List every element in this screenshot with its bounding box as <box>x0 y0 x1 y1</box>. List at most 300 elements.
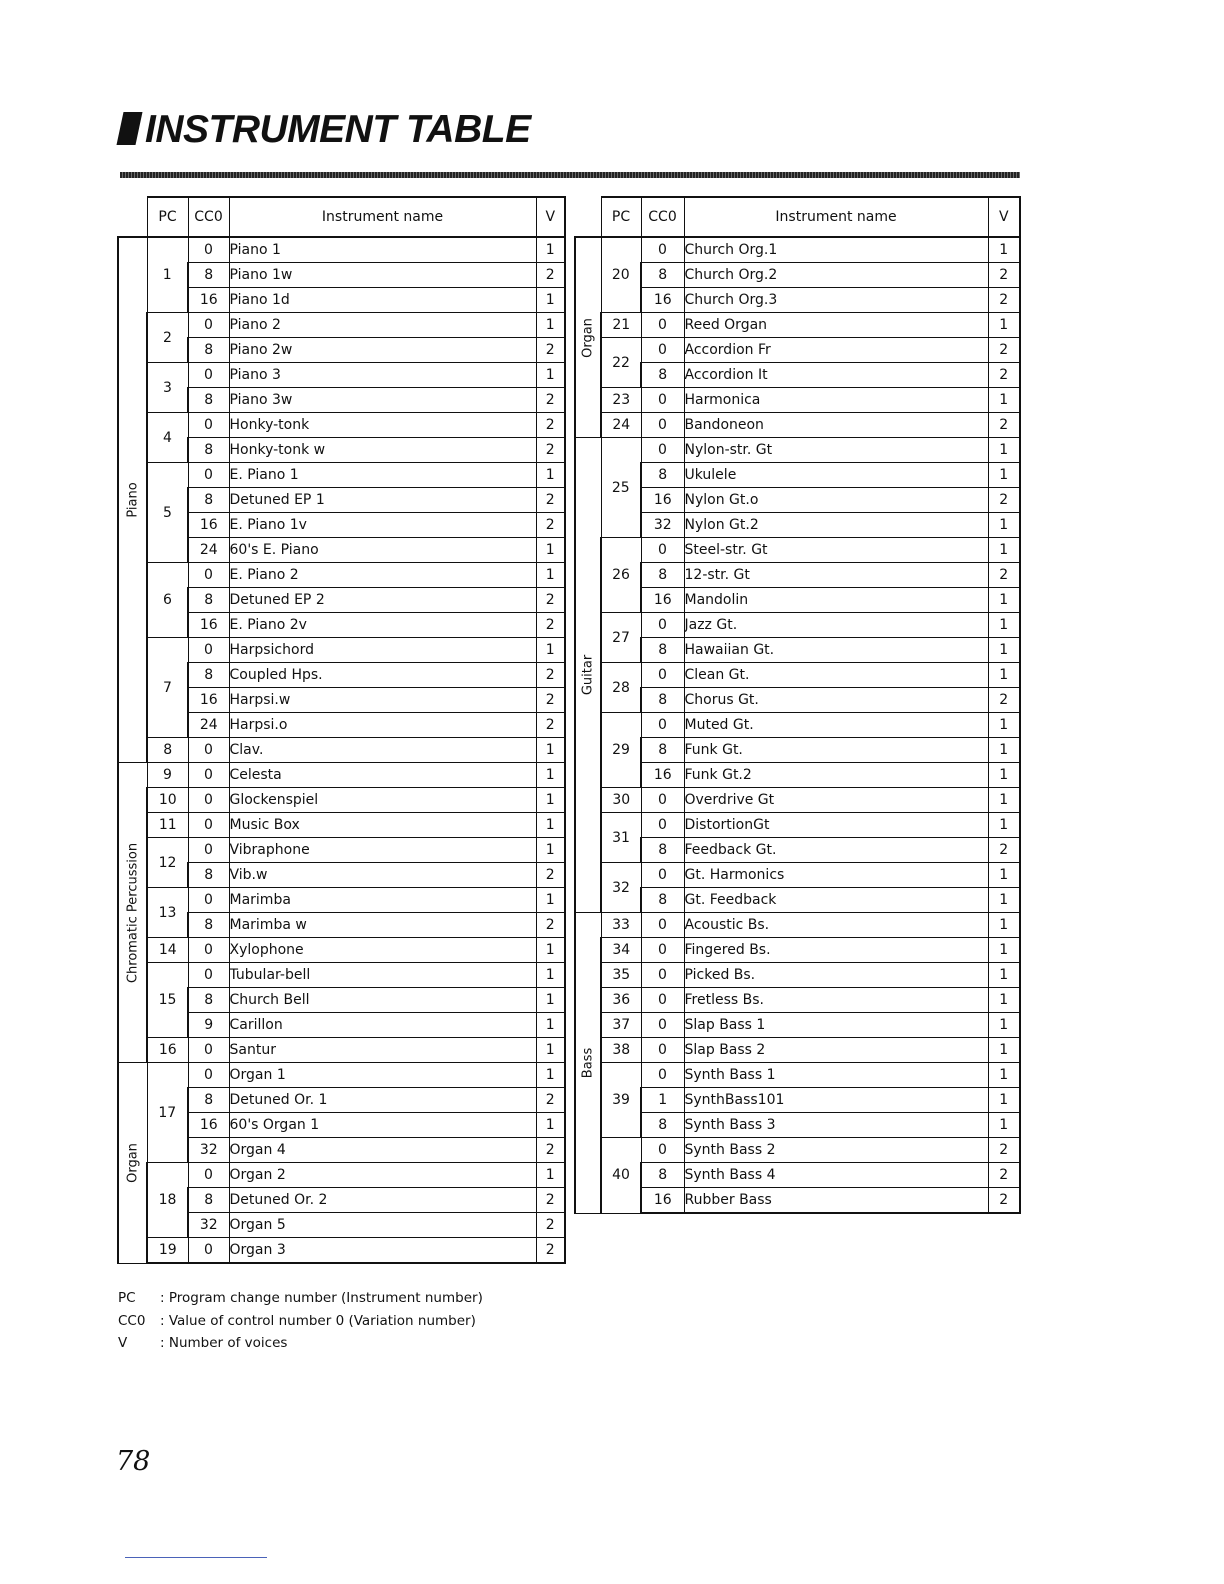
cc0-cell: 8 <box>188 988 229 1013</box>
cc0-cell: 9 <box>188 1013 229 1038</box>
pc-cell: 23 <box>601 388 641 413</box>
voices-cell: 1 <box>988 513 1020 538</box>
instrument-name-cell: Piano 2w <box>229 338 536 363</box>
voices-cell: 1 <box>536 888 565 913</box>
pc-cell: 1 <box>147 237 188 313</box>
voices-cell: 1 <box>988 313 1020 338</box>
voices-cell: 2 <box>536 713 565 738</box>
voices-cell: 1 <box>536 363 565 388</box>
cc0-cell: 0 <box>641 438 684 463</box>
v-header: V <box>988 197 1020 237</box>
instrument-name-cell: Piano 3w <box>229 388 536 413</box>
voices-cell: 2 <box>988 288 1020 313</box>
legend-key: V <box>118 1335 128 1351</box>
pc-cell: 40 <box>601 1138 641 1214</box>
instrument-name-cell: Organ 3 <box>229 1238 536 1264</box>
cc0-cell: 0 <box>188 838 229 863</box>
table-row <box>575 388 1020 413</box>
cc0-cell: 0 <box>188 888 229 913</box>
instrument-name-cell: Fretless Bs. <box>684 988 988 1013</box>
footer-link-line <box>125 1557 267 1558</box>
voices-cell: 2 <box>536 663 565 688</box>
instrument-name-cell: Honky-tonk w <box>229 438 536 463</box>
instrument-name-cell: Nylon Gt.o <box>684 488 988 513</box>
table-row <box>575 888 1020 913</box>
cc0-cell: 0 <box>188 313 229 338</box>
voices-cell: 1 <box>988 1038 1020 1063</box>
table-row <box>118 738 565 763</box>
group-header-cell <box>118 197 147 237</box>
voices-cell: 2 <box>536 388 565 413</box>
table-row <box>575 1063 1020 1088</box>
voices-cell: 2 <box>536 913 565 938</box>
cc0-cell: 8 <box>188 488 229 513</box>
cc0-cell: 8 <box>641 263 684 288</box>
pc-cell: 37 <box>601 1013 641 1038</box>
cc0-cell: 0 <box>188 1038 229 1063</box>
instrument-name-cell: Church Org.2 <box>684 263 988 288</box>
cc0-cell: 0 <box>641 863 684 888</box>
pc-cell: 38 <box>601 1038 641 1063</box>
voices-cell: 1 <box>536 963 565 988</box>
cc0-cell: 8 <box>641 463 684 488</box>
table-row <box>575 1188 1020 1214</box>
instrument-name-cell: 60's E. Piano <box>229 538 536 563</box>
table-row <box>575 963 1020 988</box>
group-cell-bass <box>575 913 601 1214</box>
voices-cell: 2 <box>988 1163 1020 1188</box>
voices-cell: 2 <box>988 413 1020 438</box>
cc0-cell: 16 <box>641 763 684 788</box>
instrument-name-cell: Slap Bass 1 <box>684 1013 988 1038</box>
voices-cell: 1 <box>536 763 565 788</box>
cc0-cell: 16 <box>188 1113 229 1138</box>
table-row <box>575 463 1020 488</box>
table-row <box>118 938 565 963</box>
voices-cell: 1 <box>988 613 1020 638</box>
cc0-cell: 0 <box>641 988 684 1013</box>
pc-cell: 30 <box>601 788 641 813</box>
voices-cell: 2 <box>988 563 1020 588</box>
group-cell-organ <box>118 1063 147 1264</box>
cc0-cell: 8 <box>188 263 229 288</box>
voices-cell: 2 <box>536 863 565 888</box>
voices-cell: 1 <box>988 538 1020 563</box>
instrument-name-cell: Detuned EP 2 <box>229 588 536 613</box>
voices-cell: 1 <box>988 1088 1020 1113</box>
group-label: Piano <box>125 482 140 518</box>
instrument-name-cell: Ukulele <box>684 463 988 488</box>
instrument-name-cell: Music Box <box>229 813 536 838</box>
cc0-cell: 8 <box>188 588 229 613</box>
voices-cell: 2 <box>536 488 565 513</box>
cc0-cell: 0 <box>641 1038 684 1063</box>
instrument-name-cell: Harmonica <box>684 388 988 413</box>
table-row <box>575 588 1020 613</box>
voices-cell: 1 <box>536 838 565 863</box>
cc0-cell: 16 <box>641 488 684 513</box>
pc-cell: 25 <box>601 438 641 538</box>
instrument-name-cell: Santur <box>229 1038 536 1063</box>
group-cell-organ <box>575 237 601 438</box>
group-cell-piano <box>118 237 147 763</box>
instrument-name-cell: Organ 5 <box>229 1213 536 1238</box>
table-row <box>575 988 1020 1013</box>
voices-cell: 1 <box>988 1013 1020 1038</box>
voices-cell: 1 <box>988 438 1020 463</box>
pc-cell: 36 <box>601 988 641 1013</box>
instrument-name-cell: Detuned Or. 2 <box>229 1188 536 1213</box>
cc0-cell: 24 <box>188 538 229 563</box>
cc0-cell: 8 <box>188 388 229 413</box>
instrument-name-cell: E. Piano 1 <box>229 463 536 488</box>
pc-cell: 3 <box>147 363 188 413</box>
table-header-row <box>575 197 1020 237</box>
instrument-name-cell: E. Piano 1v <box>229 513 536 538</box>
instrument-name-header: Instrument name <box>229 197 536 237</box>
legend-row <box>118 1332 483 1355</box>
cc0-cell: 8 <box>188 438 229 463</box>
voices-cell: 1 <box>988 237 1020 263</box>
table-row <box>118 888 565 913</box>
voices-cell: 2 <box>988 1188 1020 1214</box>
instrument-name-cell: Feedback Gt. <box>684 838 988 863</box>
voices-cell: 1 <box>536 988 565 1013</box>
table-row <box>118 1038 565 1063</box>
voices-cell: 1 <box>536 813 565 838</box>
cc0-cell: 1 <box>641 1088 684 1113</box>
voices-cell: 1 <box>536 738 565 763</box>
voices-cell: 1 <box>988 763 1020 788</box>
cc0-cell: 16 <box>188 688 229 713</box>
pc-cell: 29 <box>601 713 641 788</box>
table-row <box>575 838 1020 863</box>
voices-cell: 1 <box>988 813 1020 838</box>
table-header-row <box>118 197 565 237</box>
instrument-name-cell: Organ 4 <box>229 1138 536 1163</box>
voices-cell: 1 <box>536 1063 565 1088</box>
table-row <box>575 713 1020 738</box>
voices-cell: 1 <box>536 237 565 263</box>
instrument-name-cell: Detuned EP 1 <box>229 488 536 513</box>
pc-cell: 35 <box>601 963 641 988</box>
pc-cell: 21 <box>601 313 641 338</box>
voices-cell: 2 <box>536 1213 565 1238</box>
instrument-name-cell: Gt. Feedback <box>684 888 988 913</box>
table-row <box>118 1238 565 1264</box>
instrument-name-cell: Detuned Or. 1 <box>229 1088 536 1113</box>
table-row <box>118 638 565 663</box>
legend-text: : Number of voices <box>160 1335 288 1351</box>
cc0-cell: 0 <box>641 1138 684 1163</box>
cc0-cell: 0 <box>188 938 229 963</box>
voices-cell: 1 <box>536 1163 565 1188</box>
voices-cell: 2 <box>536 413 565 438</box>
instrument-name-cell: Piano 1d <box>229 288 536 313</box>
pc-cell: 39 <box>601 1063 641 1138</box>
cc0-cell: 0 <box>641 338 684 363</box>
table-row <box>575 438 1020 463</box>
table-row <box>118 463 565 488</box>
instrument-name-cell: Hawaiian Gt. <box>684 638 988 663</box>
cc0-cell: 0 <box>188 763 229 788</box>
page-title-text: INSTRUMENT TABLE <box>145 108 531 151</box>
voices-cell: 1 <box>536 938 565 963</box>
voices-cell: 1 <box>536 538 565 563</box>
cc0-cell: 24 <box>188 713 229 738</box>
table-row <box>575 1038 1020 1063</box>
legend <box>118 1287 483 1355</box>
table-row <box>575 663 1020 688</box>
pc-cell: 15 <box>147 963 188 1038</box>
voices-cell: 1 <box>536 1013 565 1038</box>
cc0-cell: 16 <box>188 513 229 538</box>
voices-cell: 2 <box>536 338 565 363</box>
table-row <box>575 237 1020 263</box>
instrument-name-cell: Vibraphone <box>229 838 536 863</box>
instrument-name-cell: Organ 2 <box>229 1163 536 1188</box>
voices-cell: 2 <box>988 1138 1020 1163</box>
table-row <box>575 863 1020 888</box>
table-row <box>575 1088 1020 1113</box>
instrument-name-cell: Fingered Bs. <box>684 938 988 963</box>
pc-header: PC <box>601 197 641 237</box>
group-label: Organ <box>125 1142 140 1183</box>
cc0-cell: 0 <box>641 963 684 988</box>
pc-cell: 17 <box>147 1063 188 1163</box>
voices-cell: 1 <box>988 388 1020 413</box>
voices-cell: 1 <box>988 938 1020 963</box>
voices-cell: 2 <box>988 363 1020 388</box>
cc0-cell: 8 <box>641 363 684 388</box>
pc-cell: 32 <box>601 863 641 913</box>
voices-cell: 1 <box>536 1038 565 1063</box>
pc-cell: 4 <box>147 413 188 463</box>
cc0-cell: 0 <box>188 1063 229 1088</box>
instrument-name-cell: Rubber Bass <box>684 1188 988 1214</box>
cc0-header: CC0 <box>188 197 229 237</box>
voices-cell: 1 <box>536 313 565 338</box>
table-row <box>575 763 1020 788</box>
cc0-cell: 16 <box>641 1188 684 1214</box>
pc-cell: 22 <box>601 338 641 388</box>
voices-cell: 2 <box>988 838 1020 863</box>
instrument-name-cell: E. Piano 2v <box>229 613 536 638</box>
table-row <box>575 688 1020 713</box>
group-cell-guitar <box>575 438 601 913</box>
group-label: Chromatic Percussion <box>125 842 140 983</box>
pc-cell: 34 <box>601 938 641 963</box>
cc0-cell: 0 <box>188 1238 229 1264</box>
instrument-table-right <box>574 196 1021 1214</box>
instrument-name-cell: Bandoneon <box>684 413 988 438</box>
instrument-name-cell: Carillon <box>229 1013 536 1038</box>
group-header-cell <box>575 197 601 237</box>
instrument-name-cell: Slap Bass 2 <box>684 1038 988 1063</box>
instrument-name-cell: 60's Organ 1 <box>229 1113 536 1138</box>
instrument-name-cell: Funk Gt.2 <box>684 763 988 788</box>
instrument-name-cell: Gt. Harmonics <box>684 863 988 888</box>
group-label: Guitar <box>580 654 596 696</box>
voices-cell: 1 <box>988 588 1020 613</box>
cc0-cell: 8 <box>641 563 684 588</box>
voices-cell: 1 <box>536 1113 565 1138</box>
instrument-name-cell: Mandolin <box>684 588 988 613</box>
voices-cell: 1 <box>988 713 1020 738</box>
table-row <box>118 788 565 813</box>
instrument-name-cell: Acoustic Bs. <box>684 913 988 938</box>
instrument-name-cell: Piano 1w <box>229 263 536 288</box>
instrument-name-cell: DistortionGt <box>684 813 988 838</box>
cc0-cell: 8 <box>188 1188 229 1213</box>
cc0-cell: 0 <box>188 738 229 763</box>
cc0-cell: 8 <box>641 1163 684 1188</box>
page-title <box>120 108 531 152</box>
table-row <box>118 963 565 988</box>
voices-cell: 1 <box>988 463 1020 488</box>
instrument-name-cell: Harpsi.w <box>229 688 536 713</box>
instrument-name-cell: Xylophone <box>229 938 536 963</box>
table-row <box>118 563 565 588</box>
cc0-cell: 16 <box>641 288 684 313</box>
table-row <box>118 1163 565 1188</box>
table-row <box>575 813 1020 838</box>
cc0-cell: 0 <box>641 938 684 963</box>
instrument-name-cell: Vib.w <box>229 863 536 888</box>
cc0-cell: 0 <box>188 413 229 438</box>
table-row <box>575 413 1020 438</box>
voices-cell: 1 <box>988 913 1020 938</box>
voices-cell: 1 <box>988 988 1020 1013</box>
cc0-cell: 32 <box>188 1138 229 1163</box>
cc0-cell: 16 <box>641 588 684 613</box>
voices-cell: 1 <box>988 638 1020 663</box>
instrument-name-cell: Honky-tonk <box>229 413 536 438</box>
instrument-name-cell: Piano 1 <box>229 237 536 263</box>
instrument-name-cell: SynthBass101 <box>684 1088 988 1113</box>
cc0-cell: 0 <box>188 638 229 663</box>
table-row <box>118 763 565 788</box>
cc0-cell: 8 <box>188 1088 229 1113</box>
voices-cell: 2 <box>536 1138 565 1163</box>
cc0-cell: 0 <box>641 237 684 263</box>
table-row <box>575 638 1020 663</box>
pc-header: PC <box>147 197 188 237</box>
table-row <box>575 513 1020 538</box>
legend-key: CC0 <box>118 1312 146 1329</box>
voices-cell: 2 <box>536 513 565 538</box>
legend-text: : Program change number (Instrument number) <box>160 1290 483 1306</box>
instrument-table-left <box>117 196 566 1264</box>
table-row <box>575 538 1020 563</box>
cc0-cell: 16 <box>188 613 229 638</box>
table-row <box>575 338 1020 363</box>
instrument-name-cell: Celesta <box>229 763 536 788</box>
cc0-cell: 8 <box>641 688 684 713</box>
table-row <box>575 288 1020 313</box>
instrument-name-cell: Synth Bass 4 <box>684 1163 988 1188</box>
cc0-cell: 0 <box>641 1063 684 1088</box>
voices-cell: 2 <box>536 1188 565 1213</box>
table-row <box>575 313 1020 338</box>
instrument-name-cell: Harpsi.o <box>229 713 536 738</box>
voices-cell: 1 <box>988 1113 1020 1138</box>
cc0-header: CC0 <box>641 197 684 237</box>
table-row <box>575 363 1020 388</box>
instrument-name-cell: Church Org.1 <box>684 237 988 263</box>
instrument-name-cell: Church Bell <box>229 988 536 1013</box>
page-number: 78 <box>116 1446 151 1477</box>
instrument-name-cell: Clav. <box>229 738 536 763</box>
pc-cell: 31 <box>601 813 641 863</box>
voices-cell: 1 <box>536 638 565 663</box>
instrument-name-cell: Tubular-bell <box>229 963 536 988</box>
table-row <box>575 1013 1020 1038</box>
cc0-cell: 8 <box>641 1113 684 1138</box>
voices-cell: 1 <box>536 788 565 813</box>
instrument-name-cell: Accordion It <box>684 363 988 388</box>
pc-cell: 12 <box>147 838 188 888</box>
voices-cell: 2 <box>988 338 1020 363</box>
cc0-cell: 0 <box>188 788 229 813</box>
pc-cell: 10 <box>147 788 188 813</box>
cc0-cell: 0 <box>641 413 684 438</box>
instrument-name-cell: Nylon-str. Gt <box>684 438 988 463</box>
cc0-cell: 0 <box>188 563 229 588</box>
voices-cell: 1 <box>988 888 1020 913</box>
instrument-name-cell: Accordion Fr <box>684 338 988 363</box>
legend-row <box>118 1310 483 1333</box>
table-row <box>575 938 1020 963</box>
instrument-name-cell: Synth Bass 3 <box>684 1113 988 1138</box>
voices-cell: 1 <box>536 463 565 488</box>
voices-cell: 1 <box>988 738 1020 763</box>
voices-cell: 2 <box>536 613 565 638</box>
instrument-name-cell: Glockenspiel <box>229 788 536 813</box>
table-row <box>118 813 565 838</box>
pc-cell: 11 <box>147 813 188 838</box>
pc-cell: 28 <box>601 663 641 713</box>
instrument-name-cell: Jazz Gt. <box>684 613 988 638</box>
instrument-name-cell: Piano 3 <box>229 363 536 388</box>
table-row <box>575 1163 1020 1188</box>
voices-cell: 1 <box>988 788 1020 813</box>
voices-cell: 2 <box>536 1238 565 1264</box>
pc-cell: 13 <box>147 888 188 938</box>
instrument-name-cell: Muted Gt. <box>684 713 988 738</box>
table-row <box>118 838 565 863</box>
instrument-name-cell: 12-str. Gt <box>684 563 988 588</box>
cc0-cell: 0 <box>188 1163 229 1188</box>
table-row <box>575 613 1020 638</box>
table-row <box>575 488 1020 513</box>
cc0-cell: 0 <box>641 813 684 838</box>
group-cell-chromatic-percussion <box>118 763 147 1063</box>
cc0-cell: 0 <box>641 388 684 413</box>
table-row <box>575 263 1020 288</box>
instrument-name-cell: Nylon Gt.2 <box>684 513 988 538</box>
cc0-cell: 0 <box>188 813 229 838</box>
instrument-name-cell: Picked Bs. <box>684 963 988 988</box>
instrument-name-cell: Marimba w <box>229 913 536 938</box>
table-row <box>118 363 565 388</box>
instrument-name-cell: Piano 2 <box>229 313 536 338</box>
cc0-cell: 8 <box>188 913 229 938</box>
cc0-cell: 0 <box>641 713 684 738</box>
instrument-name-cell: Steel-str. Gt <box>684 538 988 563</box>
cc0-cell: 0 <box>188 963 229 988</box>
instrument-name-cell: E. Piano 2 <box>229 563 536 588</box>
